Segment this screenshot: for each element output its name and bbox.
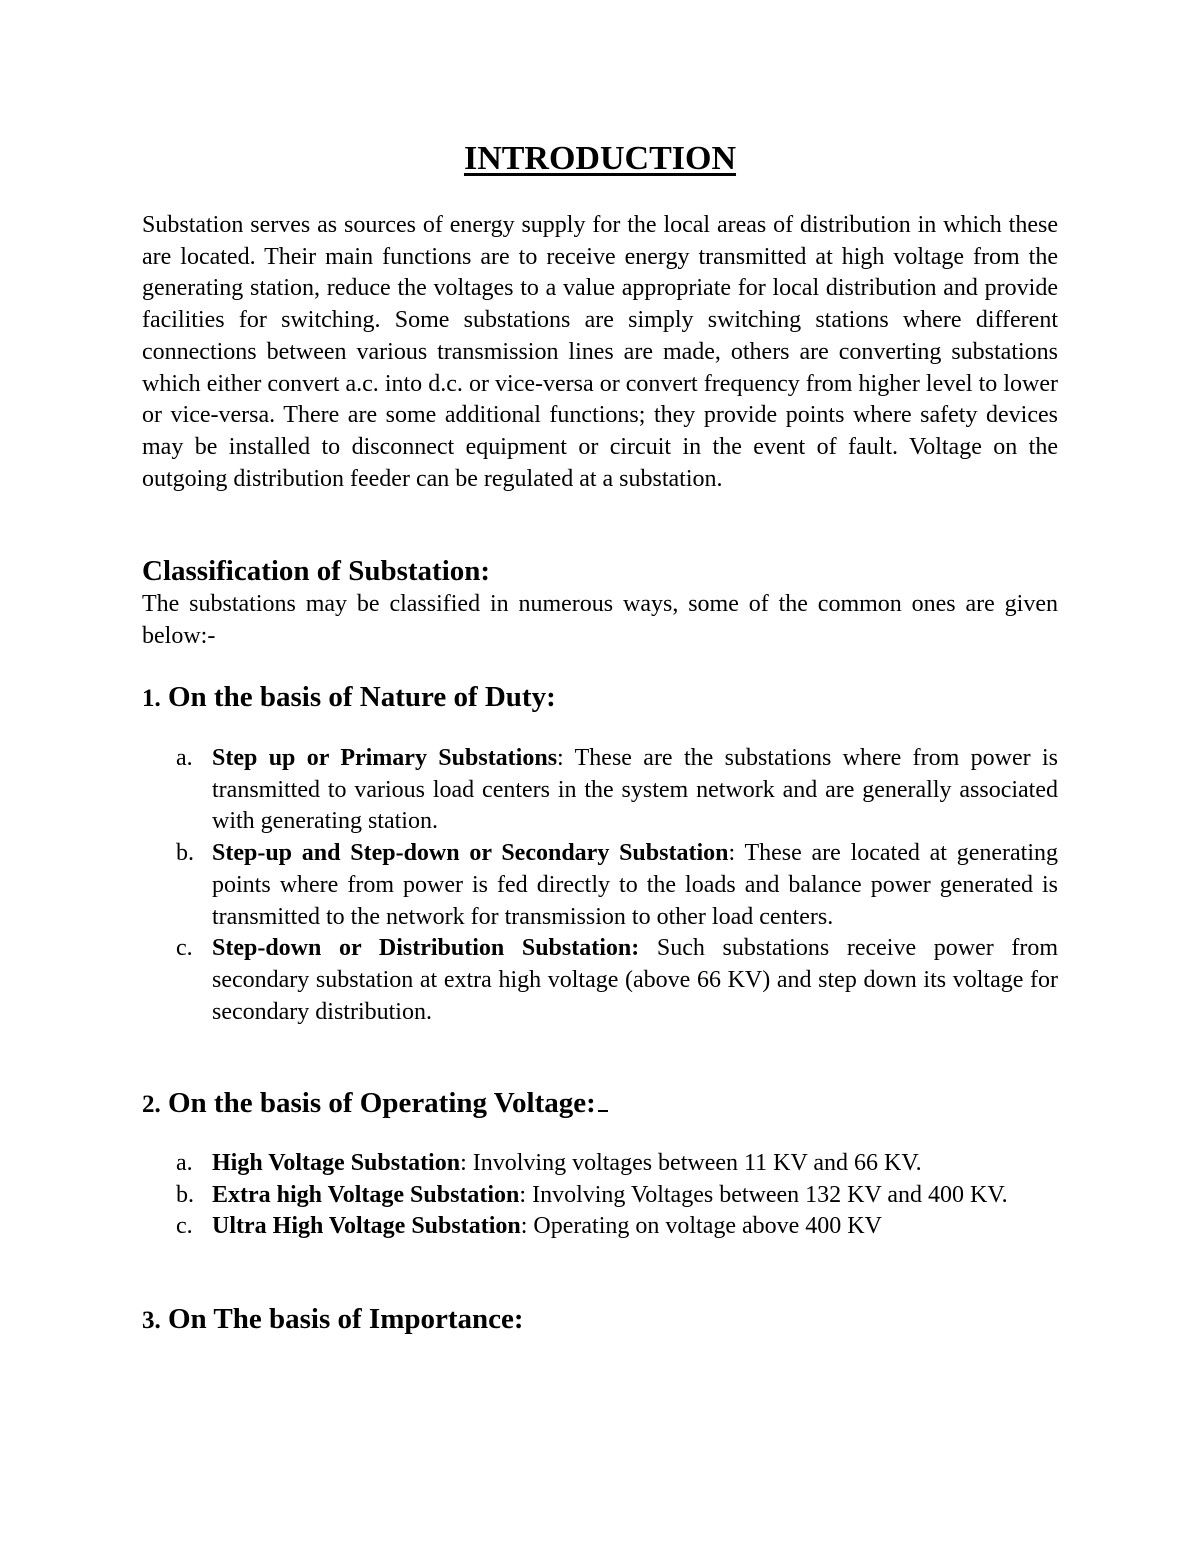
intro-paragraph: Substation serves as sources of energy supply for the local areas of distribution in which these are located. Their main functions are to receive energy transmitted at high voltage from the generating station, reduce the voltages to a value appropriate for local distribution and provide facilities for switching. Some substations are simply switching stations where different connections between various transmission lines are made, others are converting substations which either convert a.c. into d.c. or vice-versa or convert frequency from higher level to lower or vice-versa. There are some additional functions; they provide points where safety devices may be installed to disconnect equipment or circuit in the event of fault. Voltage on the outgoing distribution feeder can be regulated at a substation. (142, 212, 1058, 492)
section-1-list (142, 743, 1058, 1028)
page-title: INTRODUCTION (463, 140, 737, 177)
list-item-separator: : (460, 1150, 467, 1176)
list-item (142, 933, 1058, 1028)
list-item-description: Such substations receive power from secondary substation at extra high voltage (above 66 KV) and step down its voltage for secondary distribution. (212, 935, 1059, 1025)
list-item-separator: : (520, 1213, 528, 1240)
list-item-term: Extra high Voltage Substation (212, 1181, 520, 1208)
list-item (142, 838, 1058, 933)
section-2-title: On the basis of Operating Voltage: (168, 1087, 596, 1119)
section-1-title: On the basis of Nature of Duty: (168, 681, 556, 713)
list-item-separator: : (557, 745, 564, 771)
section-2-heading (142, 1085, 608, 1123)
list-marker: b. (176, 1181, 194, 1208)
list-item-term: Step-down or Distribution Substation: (212, 935, 640, 962)
list-item-description: Operating on voltage above 400 KV (527, 1213, 882, 1240)
list-marker: b. (176, 840, 194, 867)
underline-mark (598, 1088, 608, 1112)
list-item-description: Involving voltages between 11 KV and 66 KV. (466, 1150, 922, 1176)
list-item-term: Ultra High Voltage Substation (212, 1213, 521, 1240)
section-1-heading (142, 679, 556, 717)
list-item (142, 1211, 1058, 1243)
section-2-number: 2. (142, 1091, 161, 1118)
list-marker: c. (176, 935, 193, 962)
list-marker: c. (176, 1213, 193, 1240)
list-marker: a. (176, 1150, 193, 1176)
classification-heading: Classification of Substation: (142, 555, 491, 587)
list-item (142, 1180, 1058, 1212)
list-item (142, 1148, 1058, 1180)
list-item-term: Step up or Primary Substations (212, 745, 558, 771)
list-item-description: These are located at generating points where from power is fed directly to the loads and balance power generated is transmitted to the network for transmission to other load centers. (212, 840, 1058, 930)
section-3-number: 3. (142, 1307, 161, 1334)
list-item (142, 743, 1058, 838)
list-marker: a. (176, 745, 193, 771)
section-3-title: On The basis of Importance: (168, 1303, 524, 1335)
list-item-term: High Voltage Substation (212, 1150, 461, 1176)
section-2-list (142, 1148, 1058, 1243)
section-3-heading (142, 1301, 524, 1339)
list-item-separator: : (728, 840, 736, 867)
list-item-term: Step-up and Step-down or Secondary Substation (212, 840, 729, 867)
list-item-description: These are the substations where from power is transmitted to various load centers in the system network and are generally associated with generating station. (212, 745, 1058, 835)
list-item-separator: : (519, 1181, 527, 1208)
section-1-number: 1. (142, 685, 161, 712)
list-item-description: Involving Voltages between 132 KV and 400 KV. (526, 1181, 1008, 1208)
classification-text: The substations may be classified in numerous ways, some of the common ones are given below:- (142, 591, 1058, 649)
